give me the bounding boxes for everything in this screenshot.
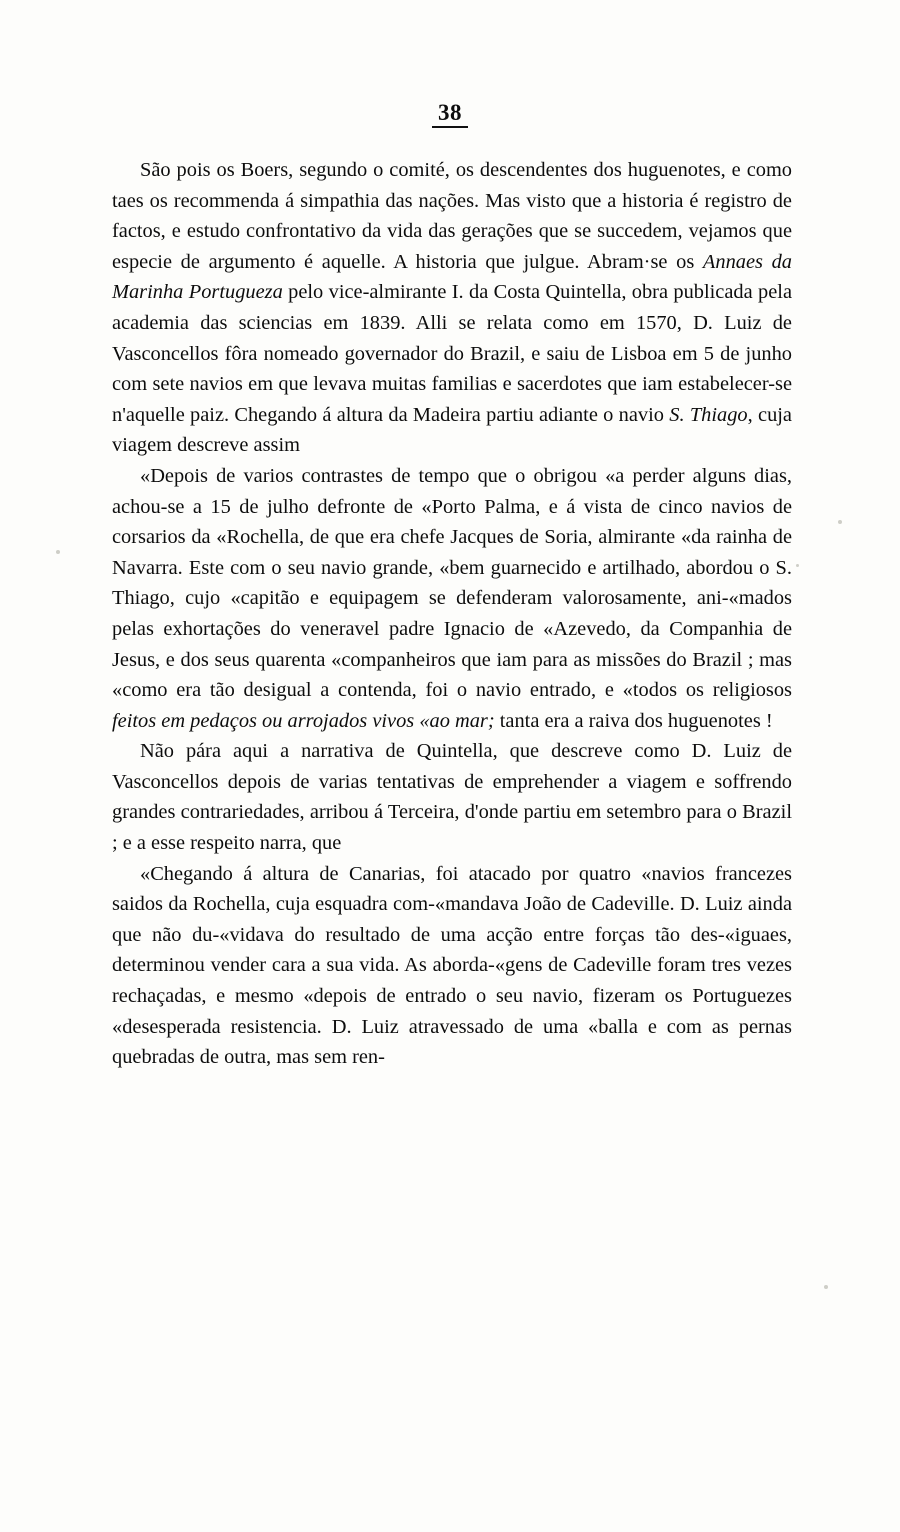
text-run: tanta era a raiva dos huguenotes ! xyxy=(494,709,773,732)
page-number-value: 38 xyxy=(432,101,468,128)
text-run: «Depois de varios contrastes de tempo que o obrigou «a perder alguns dias, achou-se a 15 de julho defronte de «Porto Palma, e á vista de cinco navios de corsarios da «Rochella, de que era chefe Jacques de Soria, almirante «da rainha de Navarra. Este com o seu navio grande, «bem guarnecido e artilhado, abordou o S. Thiago, cujo «capitão e equipagem se defenderam valorosamente, ani-«mados pelas exhortações do veneravel padre Ignacio de «Azevedo, da Companhia de Jesus, e dos seus quarenta «companheiros que iam para as missões do Brazil ; mas «como era tão desigual a contenda, foi o navio entrado, e «todos os religiosos xyxy=(112,464,792,702)
scan-speck xyxy=(796,564,799,567)
text-run-italic: S. Thiago xyxy=(669,403,748,426)
text-run: pelo vice-almirante I. da Costa Quintella, obra publicada pela academia das sciencias em 1839. Alli se relata como em 1570, D. Luiz de Vasconcellos fôra nomeado governador do Brazil, e saiu de Lisboa em 5 de junho com sete navios em que levava muitas familias e sacerdotes que iam estabelecer-se n'aquelle paiz. Chegando á altura da Madeira partiu adiante o navio xyxy=(112,281,792,426)
paragraph-3 xyxy=(112,736,792,858)
page-body xyxy=(112,155,792,1073)
text-run: , cuja viagem descreve assim xyxy=(112,403,792,457)
text-run-italic: Annaes da Marinha Portugueza xyxy=(112,250,793,304)
paragraph-4 xyxy=(112,859,792,1073)
paragraph-2 xyxy=(112,461,792,736)
scan-speck xyxy=(824,1285,828,1289)
scan-speck xyxy=(56,550,60,554)
paragraph-1 xyxy=(112,155,792,461)
text-run: Não pára aqui a narrativa de Quintella, que descreve como D. Luiz de Vasconcellos depois de varias tentativas de emprehender a viagem e soffrendo grandes contrariedades, arribou á Terceira, d'onde partiu em setembro para o Brazil ; e a esse respeito narra, que xyxy=(112,740,792,855)
text-run: São pois os Boers, segundo o comité, os descendentes dos huguenotes, e como taes os recommenda á simpathia das nações. Mas visto que a historia é registro de factos, e estudo confrontativo da vida das gerações que se succedem, vejamos que especie de argumento é aquelle. A historia que julgue. Abram·se os xyxy=(112,159,792,273)
page-number xyxy=(0,100,900,128)
text-run: «Chegando á altura de Canarias, foi atacado por quatro «navios francezes saidos da Rochella, cuja esquadra com-«mandava João de Cadeville. D. Luiz ainda que não du-«vidava do resultado de uma acção entre forças tão des-«iguaes, determinou vender cara a sua vida. As aborda-«gens de Cadeville foram tres vezes rechaçadas, e mesmo «depois de entrado o seu navio, fizeram os Portuguezes «desesperada resistencia. D. Luiz atravessado de uma «balla e com as pernas quebradas de outra, mas sem ren- xyxy=(112,862,792,1069)
text-run-italic: feitos em pedaços ou arrojados vivos «ao mar; xyxy=(112,709,495,732)
scan-speck xyxy=(838,520,842,524)
